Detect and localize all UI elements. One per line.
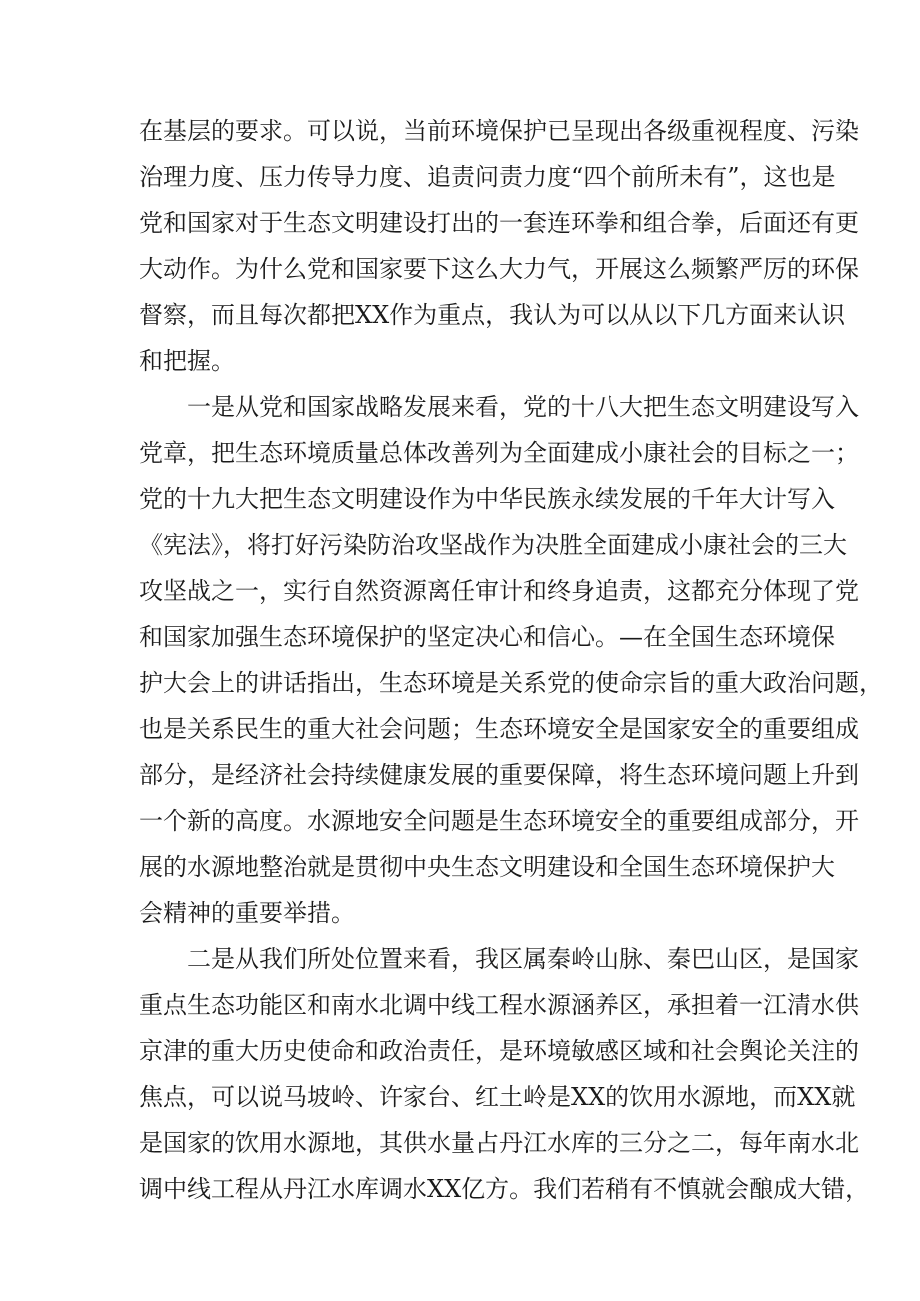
text-line-22: 焦点，可以说马坡岭、许家台、红土岭是XX的饮用水源地，而XX就 xyxy=(139,1083,856,1111)
text-line-16: 一个新的高度。水源地安全问题是生态环境安全的重要组成部分，开 xyxy=(139,807,859,835)
text-line-7: 一是从党和国家战略发展来看，党的十八大把生态文明建设写入 xyxy=(187,393,859,421)
text-line-8: 党章，把生态环境质量总体改善列为全面建成小康社会的目标之一； xyxy=(139,439,859,467)
text-line-6: 和把握。 xyxy=(139,347,235,375)
text-line-10: 《宪法》，将打好污染防治攻坚战作为决胜全面建成小康社会的三大 xyxy=(139,531,847,559)
text-line-1: 在基层的要求。可以说，当前环境保护已呈现出各级重视程度、污染 xyxy=(139,117,859,145)
text-line-18: 会精神的重要举措。 xyxy=(139,899,355,927)
text-line-20: 重点生态功能区和南水北调中线工程水源涵养区，承担着一江清水供 xyxy=(139,991,859,1019)
text-line-15: 部分，是经济社会持续健康发展的重要保障，将生态环境问题上升到 xyxy=(139,761,859,789)
text-line-9: 党的十九大把生态文明建设作为中华民族永续发展的千年大计写入 xyxy=(139,485,835,513)
text-line-3: 党和国家对于生态文明建设打出的一套连环拳和组合拳，后面还有更 xyxy=(139,209,859,237)
text-line-2: 治理力度、压力传导力度、追责问责力度“四个前所未有”，这也是 xyxy=(139,163,836,191)
text-line-4: 大动作。为什么党和国家要下这么大力气，开展这么频繁严厉的环保 xyxy=(139,255,859,283)
text-line-19: 二是从我们所处位置来看，我区属秦岭山脉、秦巴山区，是国家 xyxy=(187,945,859,973)
text-line-21: 京津的重大历史使命和政治责任，是环境敏感区域和社会舆论关注的 xyxy=(139,1037,859,1065)
text-line-13: 护大会上的讲话指出，生态环境是关系党的使命宗旨的重大政治问题， xyxy=(139,669,883,697)
text-line-11: 攻坚战之一，实行自然资源离任审计和终身追责，这都充分体现了党 xyxy=(139,577,859,605)
text-line-5: 督察，而且每次都把XX作为重点，我认为可以从以下几方面来认识 xyxy=(139,301,846,329)
text-line-24: 调中线工程从丹江水库调水XX亿方。我们若稍有不慎就会酿成大错， xyxy=(139,1175,870,1203)
text-line-23: 是国家的饮用水源地，其供水量占丹江水库的三分之二，每年南水北 xyxy=(139,1129,859,1157)
text-line-17: 展的水源地整治就是贯彻中央生态文明建设和全国生态环境保护大 xyxy=(139,853,835,881)
text-line-12: 和国家加强生态环境保护的坚定决心和信心。—在全国生态环境保 xyxy=(139,623,835,651)
text-line-14: 也是关系民生的重大社会问题；生态环境安全是国家安全的重要组成 xyxy=(139,715,859,743)
